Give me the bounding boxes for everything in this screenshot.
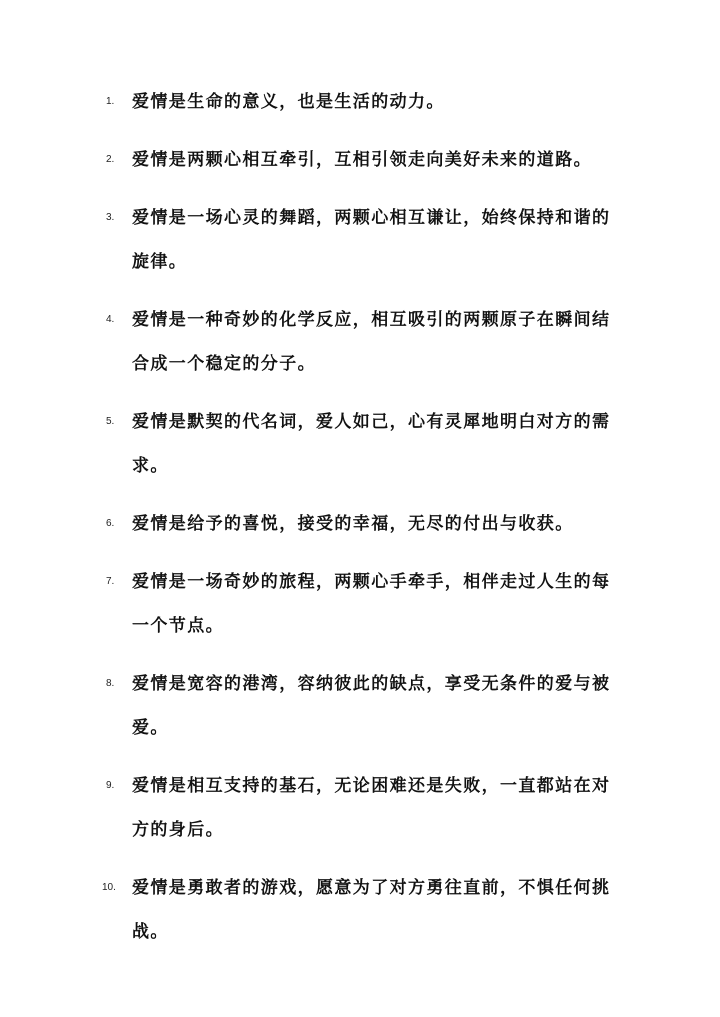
list-item-text: 爱情是勇敢者的游戏，愿意为了对方勇往直前，不惧任何挑战。: [132, 878, 611, 942]
list-item: [106, 662, 626, 750]
list-item: [106, 764, 626, 852]
list-item-number: 6.: [106, 518, 115, 529]
list-item-number: 5.: [106, 416, 115, 427]
list-item: [106, 138, 626, 182]
list-item-text: 爱情是生命的意义，也是生活的动力。: [132, 92, 445, 112]
list-item: [106, 298, 626, 386]
list-item: [106, 560, 626, 648]
list-item-number: 9.: [106, 780, 115, 791]
list-item-text: 爱情是一场心灵的舞蹈，两颗心相互谦让，始终保持和谐的旋律。: [132, 208, 611, 272]
list-item-number: 4.: [106, 314, 115, 325]
list-item-number: 3.: [106, 212, 115, 223]
list-item-text: 爱情是给予的喜悦，接受的幸福，无尽的付出与收获。: [132, 514, 574, 534]
list-item: [106, 196, 626, 284]
list-item: [106, 400, 626, 488]
list-item-text: 爱情是默契的代名词，爱人如己，心有灵犀地明白对方的需求。: [132, 412, 611, 476]
list-item: [106, 502, 626, 546]
list-item-number: 7.: [106, 576, 115, 587]
numbered-list: [102, 80, 626, 968]
list-item-number: 8.: [106, 678, 115, 689]
list-item-number: 2.: [106, 154, 115, 165]
list-item-number: 10.: [102, 882, 116, 893]
list-item-text: 爱情是一场奇妙的旅程，两颗心手牵手，相伴走过人生的每一个节点。: [132, 572, 611, 636]
list-item: [106, 80, 626, 124]
list-item: [102, 866, 626, 954]
list-item-text: 爱情是相互支持的基石，无论困难还是失败，一直都站在对方的身后。: [132, 776, 611, 840]
list-item-text: 爱情是一种奇妙的化学反应，相互吸引的两颗原子在瞬间结合成一个稳定的分子。: [132, 310, 611, 374]
list-item-number: 1.: [106, 96, 115, 107]
list-item-text: 爱情是宽容的港湾，容纳彼此的缺点，享受无条件的爱与被爱。: [132, 674, 611, 738]
list-item-text: 爱情是两颗心相互牵引，互相引领走向美好未来的道路。: [132, 150, 592, 170]
